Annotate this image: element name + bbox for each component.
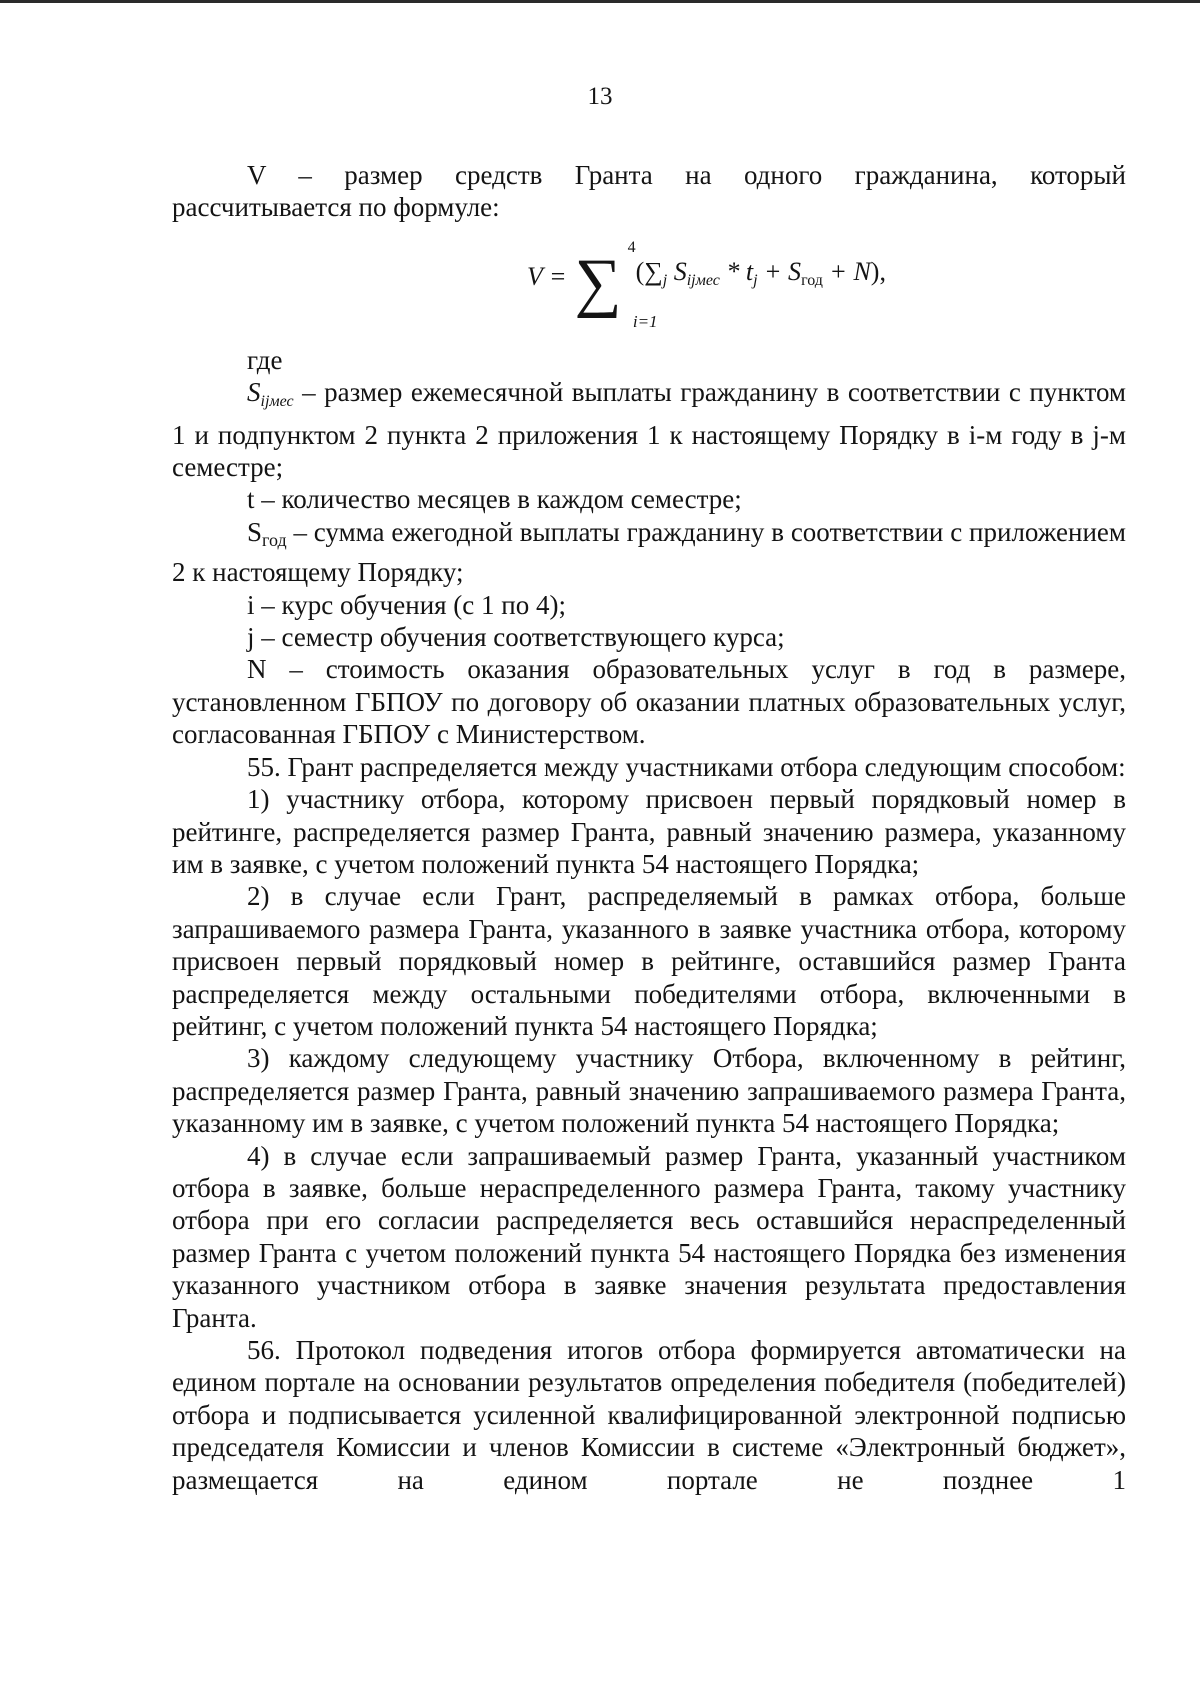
sum-symbol: ∑ 4 i=1: [574, 238, 658, 331]
sum-upper-limit: 4: [627, 238, 636, 256]
s-ijmes-text: – размер ежемесячной выплаты гражданину в соответствии с пунктом 1 и подпунктом 2 пункта 2 приложения 1 к настоящему Порядку в i-м году в j-м семестре;: [172, 377, 1127, 483]
s-ijmes-symbol: S: [247, 377, 261, 408]
sum-lower-limit: i=1: [632, 311, 658, 331]
definition-j: j – семестр обучения соответствующего курса;: [247, 622, 785, 653]
inner-sum: ∑: [644, 257, 663, 287]
definition-i: i – курс обучения (с 1 по 4);: [247, 589, 566, 620]
s-yearly-subscript: год: [801, 272, 823, 290]
s-monthly-subscript: ijмес: [686, 272, 720, 290]
section-56: 56. Протокол подведения итогов отбора формируется автоматически на едином портале на основании результатов определения победителя (победителей) отбора и подписывается усиленной квалифицированной электронной подписью председателя Комиссии и членов Комиссии в системе «Электронный бюджет», размещается на едином портале не позднее 1: [172, 1335, 1126, 1495]
section-55-intro: 55. Грант распределяется между участниками отбора следующим способом:: [247, 751, 1126, 782]
formula-lhs: V =: [527, 261, 567, 291]
section-55-item: 2) в случае если Грант, распределяемый в рамках отбора, больше запрашиваемого размера Гранта, указанного в заявке участника отбора, которому присвоен первый порядковый номер в рейтинге, оставшийся размер Гранта распределяется между остальными победителями отбора, включенными в рейтинг, с учетом положений пункта 54 настоящего Порядка;: [172, 881, 1126, 1041]
definition-s-ijmes: [172, 376, 1126, 483]
s-god-symbol: S: [247, 516, 263, 547]
formula-body: ($\sum_j$ $S_{ijмес} * t_j + S_{год} + N$),: [635, 257, 886, 290]
intro-line-1: V – размер средств Гранта на одного гражданина, который: [247, 160, 1126, 190]
definition-s-god: [172, 516, 1126, 589]
n-term: + N: [829, 257, 871, 287]
s-god-text: – сумма ежегодной выплаты гражданину в соответствии с приложением 2 к настоящему Порядку;: [172, 516, 1126, 588]
grant-formula: [172, 224, 1126, 330]
s-monthly-symbol: S: [673, 257, 687, 287]
s-ijmes-subscript: ijмес: [260, 393, 294, 411]
section-55-item: 4) в случае если запрашиваемый размер Гранта, указанный участником отбора в заявке, больше нераспределенного размера Гранта, такому участнику отбора при его согласии распределяется весь оставшийся нераспределенный размер Гранта с учетом положений пункта 54 настоящего Порядка без изменения указанного участником отбора в заявке значения результата предоставления Гранта.: [172, 1140, 1126, 1333]
where-label: где: [247, 344, 283, 375]
section-55-item: 3) каждому следующему участнику Отбора, включенному в рейтинг, распределяется размер Гранта, равный значению запрашиваемого размера Гранта, указанному им в заявке, с учетом положений пункта 54 настоящего Порядка;: [172, 1043, 1126, 1139]
formula-closing: ),: [870, 257, 886, 287]
intro-line-2: рассчитывается по формуле:: [172, 192, 500, 223]
document-body: [172, 159, 1126, 1496]
inner-sum-index: j: [662, 272, 668, 290]
t-term: * t: [726, 257, 754, 287]
page-number: 13: [587, 83, 613, 110]
t-subscript: j: [753, 272, 758, 290]
definition-t: t – количество месяцев в каждом семестре;: [247, 484, 742, 515]
definition-n: N – стоимость оказания образовательных услуг в год в размере, установленном ГБПОУ по договору об оказании платных образовательных услуг, согласованная ГБПОУ с Министерством.: [172, 654, 1126, 750]
s-yearly-term: + S: [764, 257, 802, 287]
s-god-subscript: год: [262, 529, 287, 550]
section-55-item: 1) участнику отбора, которому присвоен первый порядковый номер в рейтинге, распределяется размер Гранта, равный значению размера, указанному им в заявке, с учетом положений пункта 54 настоящего Порядка;: [172, 784, 1126, 879]
